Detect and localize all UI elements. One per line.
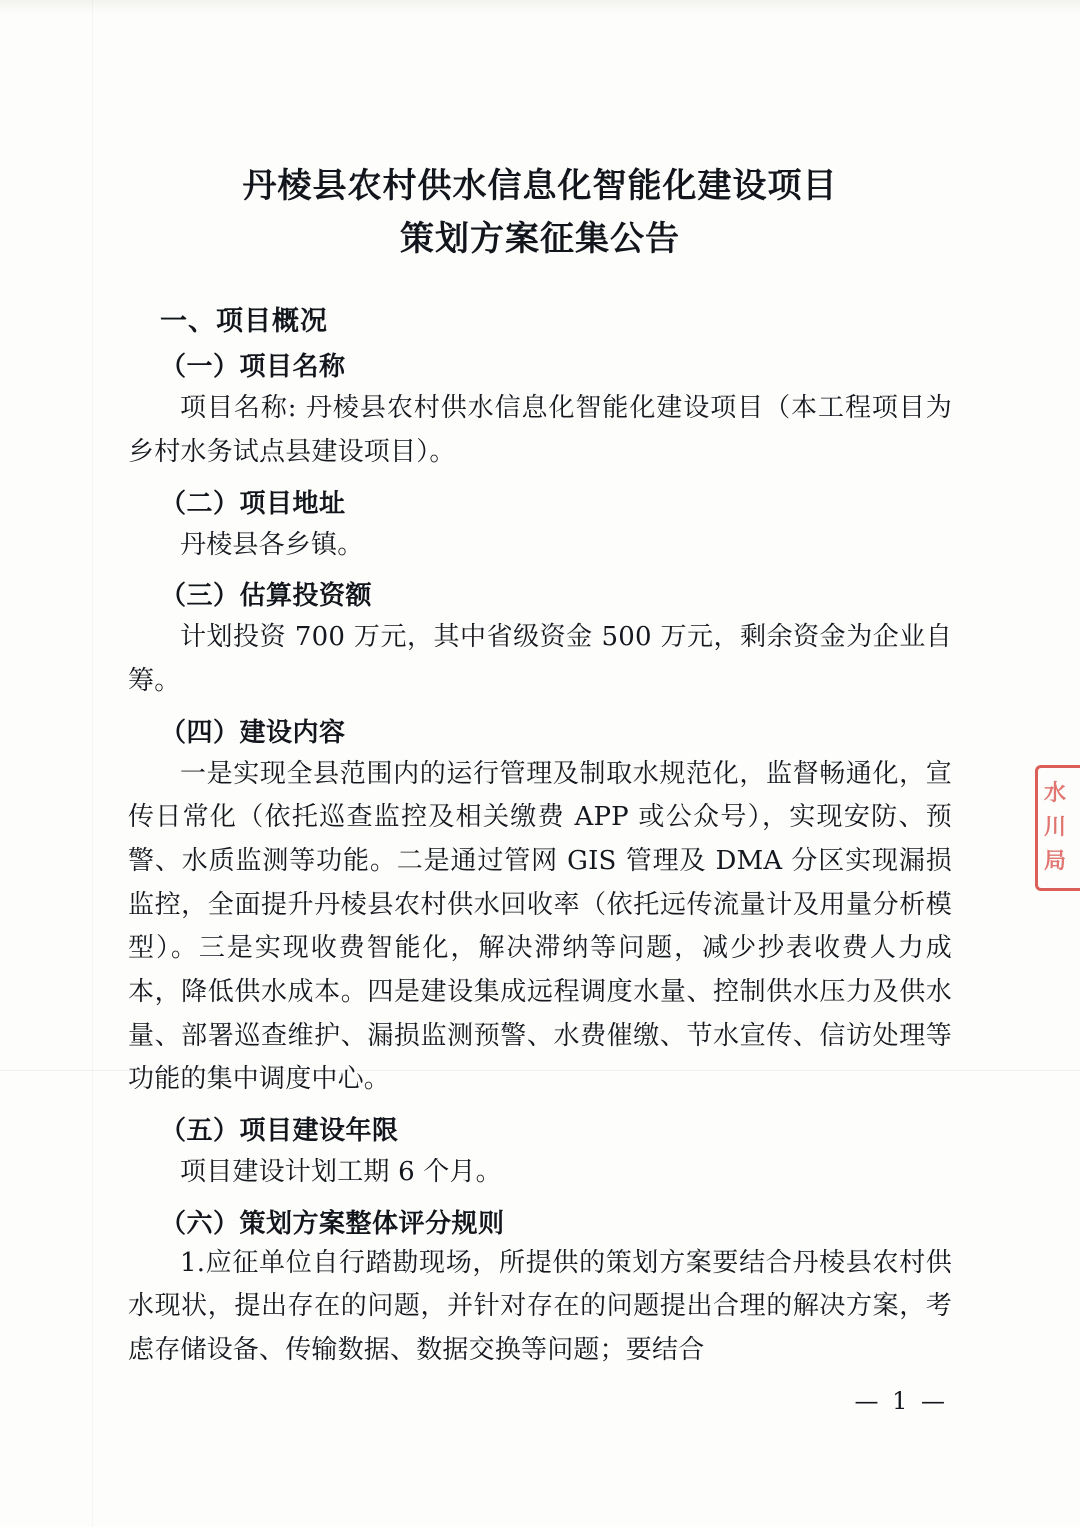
official-seal-stamp [1035, 765, 1080, 891]
paragraph-scoring-rules: 1.应征单位自行踏勘现场，所提供的策划方案要结合丹棱县农村供水现状，提出存在的问题，并针对存在的问题提出合理的解决方案，考虑存储设备、传输数据、数据交换等问题；要结合 [128, 1247, 952, 1366]
subsection-heading-construction-period: （五）项目建设年限 [160, 1116, 399, 1147]
paragraph-construction-content: 一是实现全县范围内的运行管理及制取水规范化，监督畅通化，宣传日常化（依托巡查监控及相关缴费 APP 或公众号），实现安防、预警、水质监测等功能。二是通过管网 GIS 管理及 DMA 分区实现漏损监控，全面提升丹棱县农村供水回收率（依托远传流量计及用量分析模型）。三是实现收费智能化，解决滞纳等问题，减少抄表收费人力成本，降低供水成本。四是建设集成远程调度水量、控制供水压力及供水量、部署巡查维护、漏损监测预警、水费催缴、节水宣传、信访处理等功能的集中调度中心。 [128, 758, 952, 1095]
subsection-heading-estimated-investment: （三）估算投资额 [160, 581, 373, 612]
subsection-heading-project-address: （二）项目地址 [160, 488, 346, 519]
subsection-heading-scoring-rules: （六）策划方案整体评分规则 [160, 1208, 505, 1239]
section-heading-project-overview: 一、项目概况 [160, 306, 328, 338]
subsection-heading-project-name: （一）项目名称 [160, 352, 346, 383]
page-title-line1: 丹棱县农村供水信息化智能化建设项目 [242, 166, 838, 206]
seal-char-1: 水 [1044, 780, 1067, 806]
paragraph-construction-period: 项目建设计划工期 6 个月。 [180, 1157, 502, 1188]
paragraph-project-name: 项目名称: 丹棱县农村供水信息化智能化建设项目（本工程项目为乡村水务试点县建设项目）。 [128, 393, 952, 468]
paragraph-estimated-investment: 计划投资 700 万元，其中省级资金 500 万元，剩余资金为企业自筹。 [128, 622, 952, 697]
document-content [128, 160, 952, 1373]
page-number: — 1 — [854, 1387, 948, 1415]
scan-edge-artifact [0, 0, 1080, 14]
scan-line-artifact [92, 0, 93, 1527]
subsection-heading-construction-content: （四）建设内容 [160, 717, 346, 748]
seal-char-3: 局 [1044, 848, 1067, 874]
seal-char-2: 川 [1044, 814, 1067, 840]
page-title-line2: 策划方案征集公告 [400, 218, 680, 259]
page-title [128, 160, 952, 265]
paragraph-project-address: 丹棱县各乡镇。 [180, 529, 364, 560]
